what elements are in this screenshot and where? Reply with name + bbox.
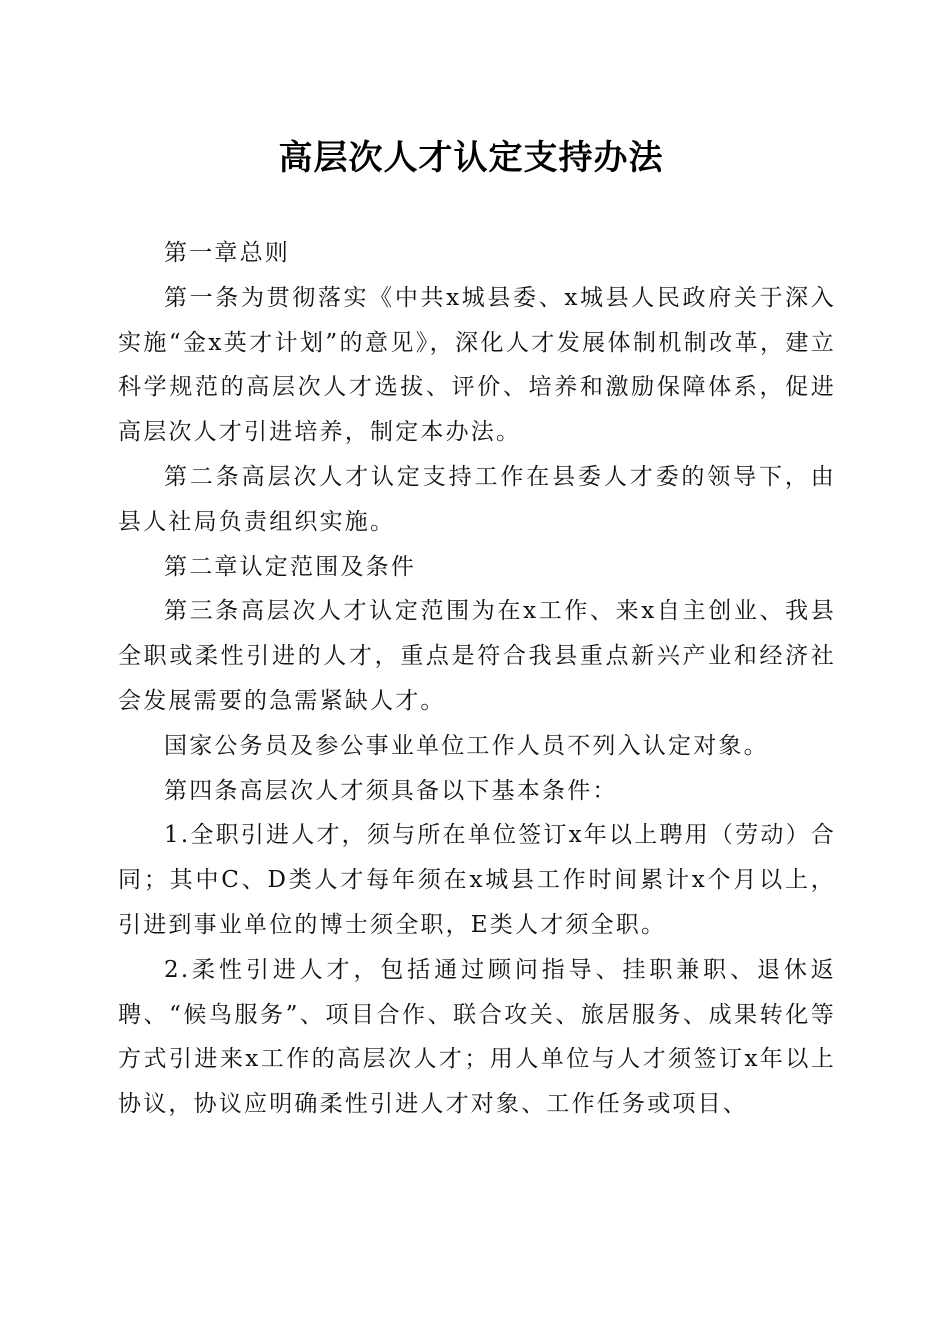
article-paragraph: 第二条高层次人才认定支持工作在县委人才委的领导下，由县人社局负责组织实施。 xyxy=(118,463,836,535)
document-body xyxy=(118,231,836,1127)
document-title: 高层次人才认定支持办法 xyxy=(278,138,664,178)
article-paragraph: 第一条为贯彻落实《中共x城县委、x城县人民政府关于深入实施“金x英才计划”的意见》，深化人才发展体制机制改革，建立科学规范的高层次人才选拔、评价、培养和激励保障体系，促进高层次人才引进培养，制定本办法。 xyxy=(118,284,836,446)
article-paragraph: 国家公务员及参公事业单位工作人员不列入认定对象。 xyxy=(164,732,769,759)
article-paragraph: 第三条高层次人才认定范围为在x工作、来x自主创业、我县全职或柔性引进的人才，重点是符合我县重点新兴产业和经济社会发展需要的急需紧缺人才。 xyxy=(118,598,836,714)
list-item-paragraph: 1.全职引进人才，须与所在单位签订x年以上聘用（劳动）合同；其中C、D类人才每年须在x城县工作时间累计x个月以上，引进到事业单位的博士须全职，E类人才须全职。 xyxy=(118,822,836,938)
chapter-heading: 第一章总则 xyxy=(164,240,290,266)
list-item-paragraph: 2.柔性引进人才，包括通过顾问指导、挂职兼职、退休返聘、“候鸟服务”、项目合作、联合攻关、旅居服务、成果转化等方式引进来x工作的高层次人才；用人单位与人才须签订x年以上协议，协议应明确柔性引进人才对象、工作任务或项目、 xyxy=(118,956,836,1118)
article-paragraph: 第四条高层次人才须具备以下基本条件： xyxy=(164,777,618,804)
chapter-heading: 第二章认定范围及条件 xyxy=(164,553,416,580)
